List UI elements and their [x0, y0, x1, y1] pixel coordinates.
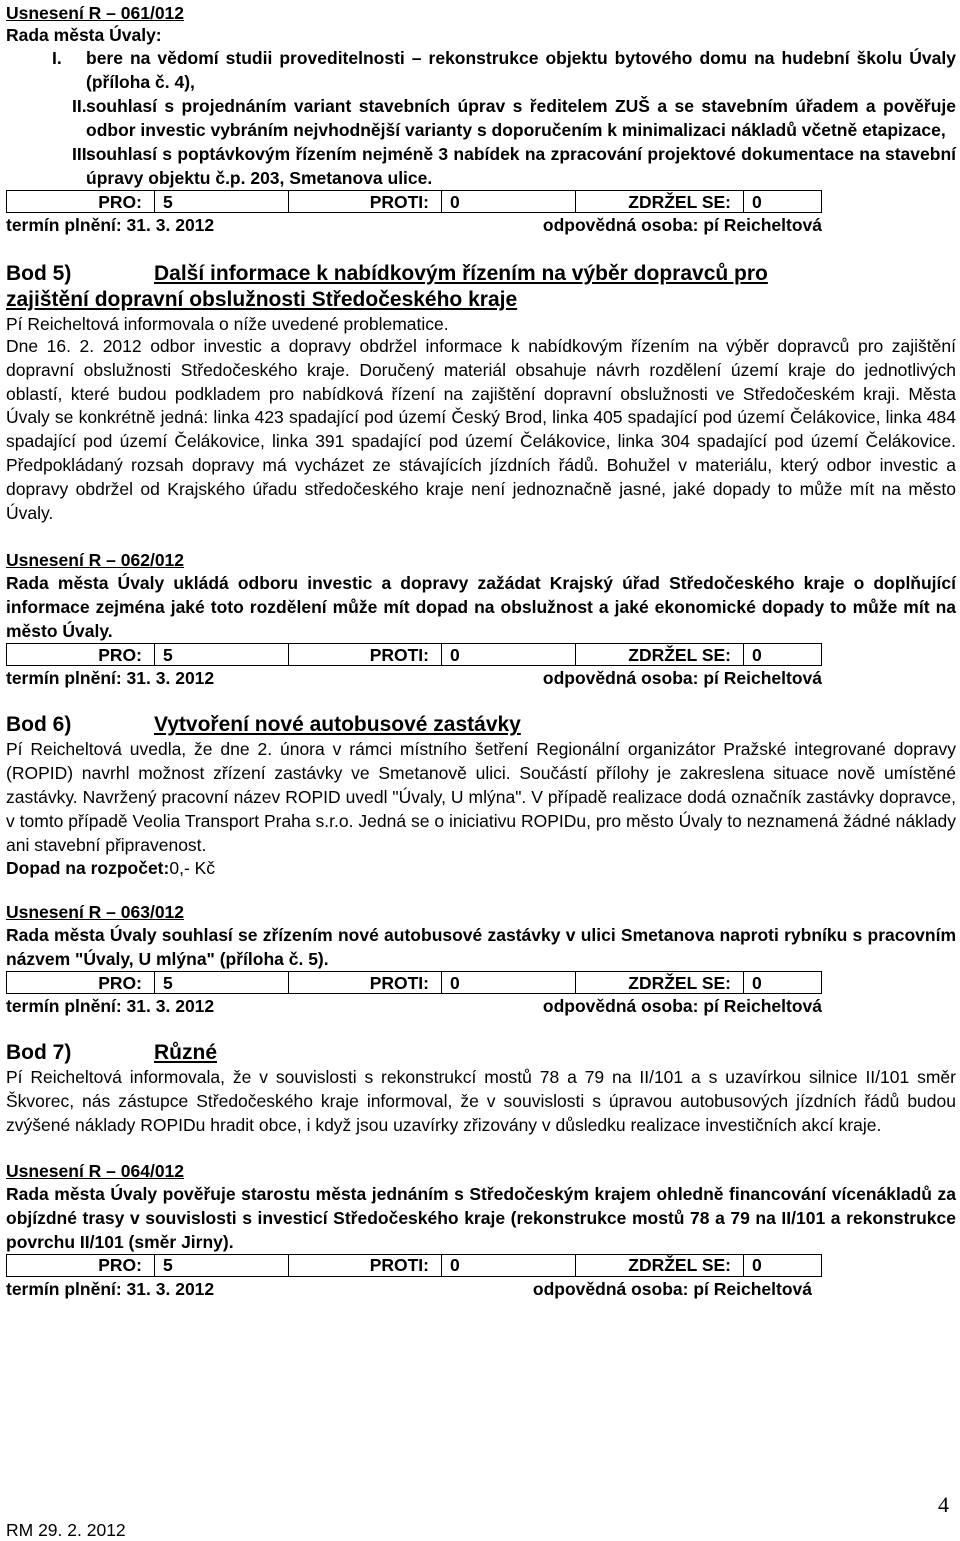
- agenda-heading: [6, 1040, 956, 1066]
- vote-proti-label: PROTI:: [289, 644, 442, 666]
- resolution-heading: Usnesení R – 063/012: [6, 902, 185, 923]
- term-line: [6, 666, 822, 690]
- vote-pro-count: 5: [155, 191, 289, 213]
- resolution-heading: Usnesení R – 062/012: [6, 550, 185, 571]
- vote-pro-count: 5: [155, 1254, 289, 1276]
- agenda-title: Vytvoření nové autobusové zastávky: [154, 713, 521, 737]
- resolution-heading: Usnesení R – 064/012: [6, 1160, 185, 1181]
- item-number: I.: [52, 48, 62, 68]
- deadline: termín plnění: 31. 3. 2012: [6, 215, 215, 235]
- budget-value: 0,- Kč: [169, 858, 216, 879]
- agenda-intro: Pí Reicheltová informovala o níže uvedené problematice.: [6, 314, 449, 334]
- document-page: [6, 2, 956, 1301]
- responsible-person: odpovědná osoba: pí Reicheltová: [542, 668, 822, 689]
- vote-proti-count: 0: [442, 972, 576, 994]
- vote-pro-label: PRO:: [7, 191, 155, 213]
- agenda-heading: [6, 712, 956, 738]
- resolution-text: Rada města Úvaly pověřuje starostu města jednáním s Středočeským krajem ohledně financování vícenákladů za objízdné trasy v souvislosti s investicí Středočeského kraje (rekonstrukce mostů 78 a 79 na II/101 a rekonstrukce povrchu II/101 (směr Jirny).: [6, 1183, 956, 1252]
- vote-proti-count: 0: [442, 1254, 576, 1276]
- vote-zdrzel-label: ZDRŽEL SE:: [576, 644, 744, 666]
- vote-table: [6, 971, 822, 994]
- council-label: Rada města Úvaly:: [6, 25, 162, 45]
- item-text: souhlasí s poptávkovým řízením nejméně 3 nabídek na zpracování projektové dokumentace na stavební úpravy objektu č.p. 203, Smetanova ulice.: [86, 144, 956, 188]
- agenda-heading: [6, 261, 956, 287]
- item-text: bere na vědomí studii proveditelnosti – rekonstrukce objektu bytového domu na hudební školu Úvaly (příloha č. 4),: [86, 48, 956, 92]
- vote-zdrzel-count: 0: [744, 644, 822, 666]
- resolution-item: [6, 94, 956, 142]
- agenda-body: Pí Reicheltová uvedla, že dne 2. února v rámci místního šetření Regionální organizátor Pražské integrované dopravy (ROPID) navrhl možnost zřízení zastávky ve Smetanově ulici. Součástí přílohy je zakreslena situace nově umístěné zastávky. Navržený pracovní název ROPID uvedl "Úvaly, U mlýna". V případě realizace dodá označník zastávky dopravce, v tomto případě Veolia Transport Praha s.r.o. Jedná se o iniciativu ROPIDu, pro město Úvaly to neznamená žádné náklady ani stavební připravenost.: [6, 739, 956, 855]
- vote-proti-count: 0: [442, 191, 576, 213]
- agenda-body: Dne 16. 2. 2012 odbor investic a dopravy obdržel informace k nabídkovým řízením na výběr dopravců pro zajištění dopravní obslužnosti Středočeského kraje. Doručený materiál obsahuje návrh rozdělení území kraje do jednotlivých oblastí, které budou podkladem pro nabídková řízení na zajištění dopravní obslužnosti ve Středočeském kraji. Města Úvaly se konkrétně jedná: linka 423 spadající pod území Český Brod, linka 405 spadající pod území Čelákovice, linka 484 spadající pod území Čelákovice, linka 391 spadající pod území Čelákovice, linka 304 spadající pod území Čelákovice. Předpokládaný rozsah dopravy má vycházet ze stávajících jízdních řádů. Bohužel v materiálu, který odbor investic a dopravy obdržel od Krajského úřadu středočeského kraje není jednoznačně jasné, jaké dopady to může mít na město Úvaly.: [6, 336, 956, 523]
- deadline: termín plnění: 31. 3. 2012: [6, 996, 215, 1017]
- vote-table: [6, 190, 822, 213]
- resolution-061: [6, 2, 956, 237]
- item-text: souhlasí s projednáním variant stavebních úprav s ředitelem ZUŠ a se stavebním úřadem a pověřuje odbor investic vybráním nejvhodnější varianty s doporučením k minimalizaci nákladů včetně etapizace,: [86, 96, 956, 140]
- vote-proti-label: PROTI:: [289, 972, 442, 994]
- resolution-062: [6, 549, 956, 690]
- agenda-heading-cont: [6, 287, 956, 313]
- agenda-number: Bod 7): [6, 1041, 72, 1065]
- agenda-item-7: [6, 1040, 956, 1137]
- vote-zdrzel-count: 0: [744, 972, 822, 994]
- term-line: [6, 213, 822, 237]
- resolution-item: [6, 142, 956, 190]
- vote-table: [6, 643, 822, 666]
- agenda-title: Další informace k nabídkovým řízením na výběr dopravců pro: [154, 262, 768, 285]
- vote-pro-label: PRO:: [7, 644, 155, 666]
- responsible-person: odpovědná osoba: pí Reicheltová: [542, 215, 822, 235]
- agenda-title-cont: zajištění dopravní obslužnosti Středočeského kraje: [6, 288, 518, 311]
- vote-proti-label: PROTI:: [289, 1254, 442, 1276]
- resolution-item: [6, 46, 956, 94]
- agenda-body: Pí Reicheltová informovala, že v souvislosti s rekonstrukcí mostů 78 a 79 na II/101 a s uzavírkou silnice II/101 směr Škvorec, nás zástupce Středočeského kraje informoval, že v souvislosti s úpravou autobusových jízdních řádů budou zvýšené náklady ROPIDu hradit obce, i když jsou uzavírky zřizovány v důsledku realizace investičních akcí kraje.: [6, 1067, 956, 1135]
- vote-zdrzel-count: 0: [744, 191, 822, 213]
- vote-pro-label: PRO:: [7, 972, 155, 994]
- vote-zdrzel-label: ZDRŽEL SE:: [576, 972, 744, 994]
- resolution-text: Rada města Úvaly ukládá odboru investic a dopravy zažádat Krajský úřad Středočeského kraje o doplňující informace zejména jaké toto rozdělení může mít dopad na obslužnost a jaké ekonomické dopady to může mít na město Úvaly.: [6, 573, 956, 642]
- item-number: II.: [72, 96, 87, 116]
- deadline: termín plnění: 31. 3. 2012: [6, 668, 215, 689]
- responsible-person: odpovědná osoba: pí Reicheltová: [532, 1278, 812, 1299]
- term-line: [6, 1277, 812, 1301]
- vote-zdrzel-label: ZDRŽEL SE:: [576, 191, 744, 213]
- agenda-title: Různé: [154, 1041, 217, 1065]
- vote-proti-label: PROTI:: [289, 191, 442, 213]
- vote-table: [6, 1254, 822, 1277]
- resolution-064: [6, 1160, 956, 1301]
- agenda-number: Bod 6): [6, 713, 72, 737]
- vote-zdrzel-label: ZDRŽEL SE:: [576, 1254, 744, 1276]
- vote-pro-count: 5: [155, 644, 289, 666]
- resolution-063: [6, 901, 956, 1018]
- resolution-heading: Usnesení R – 061/012: [6, 3, 185, 23]
- agenda-item-5: [6, 261, 956, 525]
- agenda-item-6: [6, 712, 956, 879]
- item-number: III.: [72, 144, 92, 164]
- vote-zdrzel-count: 0: [744, 1254, 822, 1276]
- vote-pro-count: 5: [155, 972, 289, 994]
- page-number: 4: [938, 1492, 949, 1517]
- responsible-person: odpovědná osoba: pí Reicheltová: [542, 996, 822, 1017]
- agenda-number: Bod 5): [6, 262, 72, 285]
- budget-impact: [6, 857, 956, 879]
- footer-date: RM 29. 2. 2012: [6, 1520, 126, 1540]
- deadline: termín plnění: 31. 3. 2012: [6, 1278, 215, 1299]
- resolution-text: Rada města Úvaly souhlasí se zřízením nové autobusové zastávky v ulici Smetanova naproti rybníku s pracovním názvem "Úvaly, U mlýna" (příloha č. 5).: [6, 925, 956, 970]
- term-line: [6, 994, 822, 1018]
- vote-proti-count: 0: [442, 644, 576, 666]
- vote-pro-label: PRO:: [7, 1254, 155, 1276]
- budget-label: Dopad na rozpočet:: [6, 858, 170, 879]
